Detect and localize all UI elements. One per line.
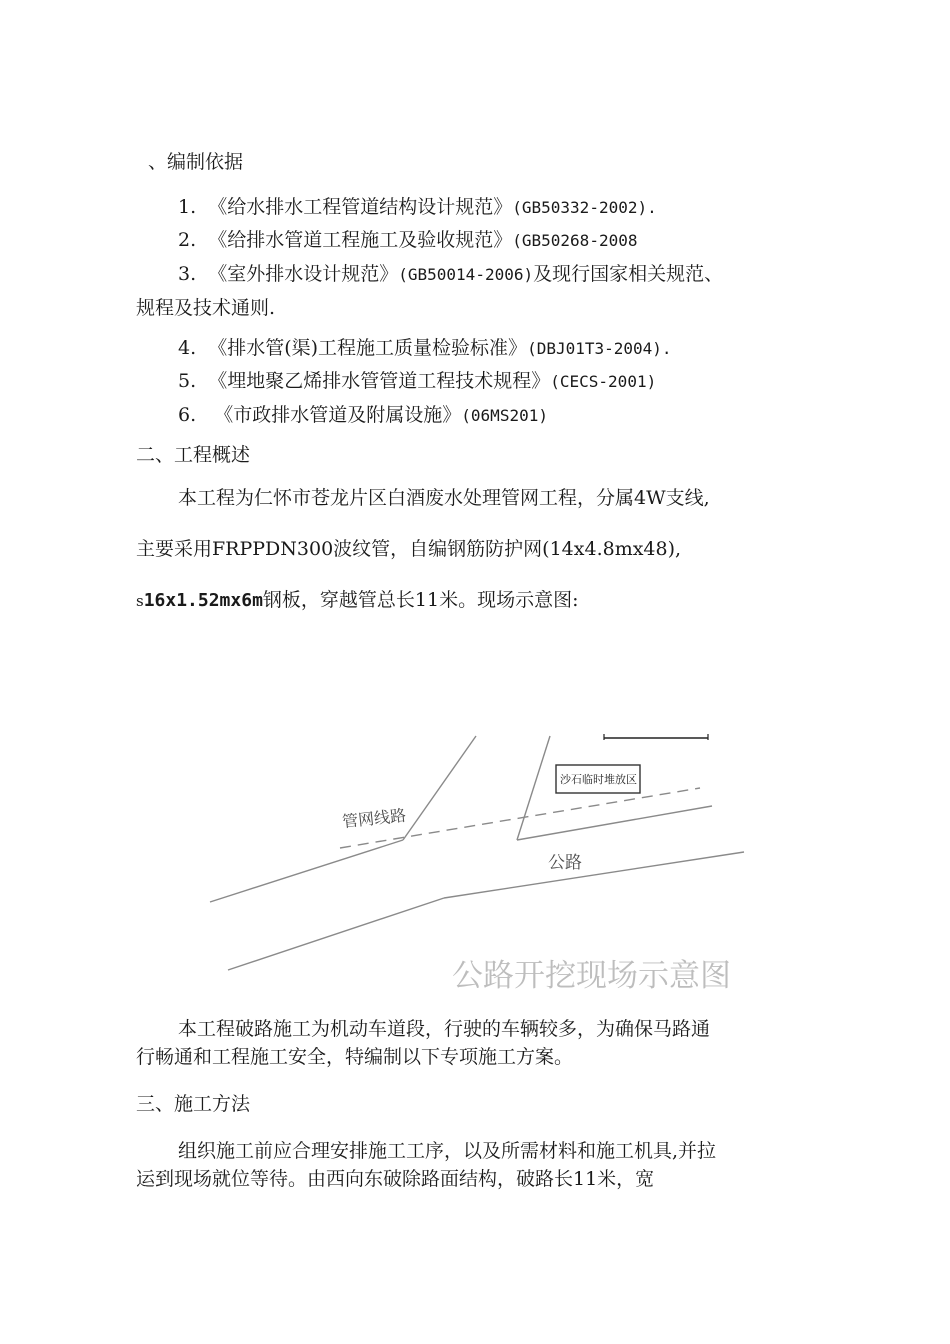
ref-code: (CECS-2001) bbox=[550, 372, 657, 391]
method-line-2: 运到现场就位等待。由西向东破除路面结构，破路长11米，宽 bbox=[136, 1168, 655, 1190]
ref-num: 1. bbox=[178, 196, 197, 218]
road-edge-upper-right bbox=[517, 806, 712, 840]
ref-code: (GB50268-2008 bbox=[512, 231, 638, 250]
overview-line-2: 主要采用FRPPDN300波纹管，自编钢筋防护网(14x4.8mx48), bbox=[136, 538, 682, 560]
scope-line-2: 行畅通和工程施工安全，特编制以下专项施工方案。 bbox=[136, 1046, 574, 1068]
plate-spec: 16x1.52mx6m bbox=[143, 590, 263, 611]
road-edge-lower-right bbox=[444, 852, 744, 898]
ref-tail: 及现行国家相关规范、 bbox=[533, 263, 724, 285]
section2-heading: 二、工程概述 bbox=[136, 444, 251, 466]
road-edge-lower-left bbox=[228, 898, 444, 970]
ref-code: (DBJ01T3-2004). bbox=[527, 339, 672, 358]
ref-num: 3. bbox=[178, 263, 197, 285]
road-edge-upper-left bbox=[210, 840, 403, 902]
ref-title: 《室外排水设计规范》 bbox=[208, 263, 399, 285]
method-line-1: 组织施工前应合理安排施工工序，以及所需材料和施工机具,并拉 bbox=[178, 1140, 717, 1162]
storage-label: 沙石临时堆放区 bbox=[560, 773, 637, 786]
overview-rest: 钢板，穿越管总长11米。现场示意图: bbox=[262, 589, 579, 611]
ref-title: 《排水管(渠)工程施工质量检验标准》 bbox=[208, 337, 528, 359]
ref-num: 5. bbox=[178, 370, 197, 392]
ref-num: 6. bbox=[178, 404, 197, 426]
ref-title: 《给排水管道工程施工及验收规范》 bbox=[208, 229, 513, 251]
pipeline-label: 管网线路 bbox=[341, 805, 407, 832]
road-label: 公路 bbox=[548, 853, 582, 873]
ref-code: (06MS201) bbox=[461, 406, 548, 425]
ref-title: 《给水排水工程管道结构设计规范》 bbox=[208, 196, 513, 218]
ref-num: 4. bbox=[178, 337, 197, 359]
scope-line-1: 本工程破路施工为机动车道段，行驶的车辆较多，为确保马路通 bbox=[178, 1018, 711, 1040]
ref-num: 2. bbox=[178, 229, 197, 251]
ref-code: (GB50014-2006) bbox=[398, 265, 534, 284]
ref-title: 《埋地聚乙烯排水管管道工程技术规程》 bbox=[208, 370, 551, 392]
ref-title: 《市政排水管道及附属设施》 bbox=[214, 404, 462, 426]
overview-line-1: 本工程为仁怀市苍龙片区白酒废水处理管网工程，分属4W支线, bbox=[178, 487, 710, 509]
ref-code: (GB50332-2002). bbox=[512, 198, 657, 217]
ref-item-3-cont: 规程及技术通则. bbox=[136, 297, 276, 319]
section1-heading: 、编制依据 bbox=[148, 151, 244, 173]
overview-prefix: s bbox=[136, 592, 144, 610]
road-branch-left bbox=[403, 736, 476, 840]
diagram-caption: 公路开挖现场示意图 bbox=[452, 958, 731, 994]
section3-heading: 三、施工方法 bbox=[136, 1093, 251, 1115]
road-branch-right bbox=[517, 736, 550, 840]
